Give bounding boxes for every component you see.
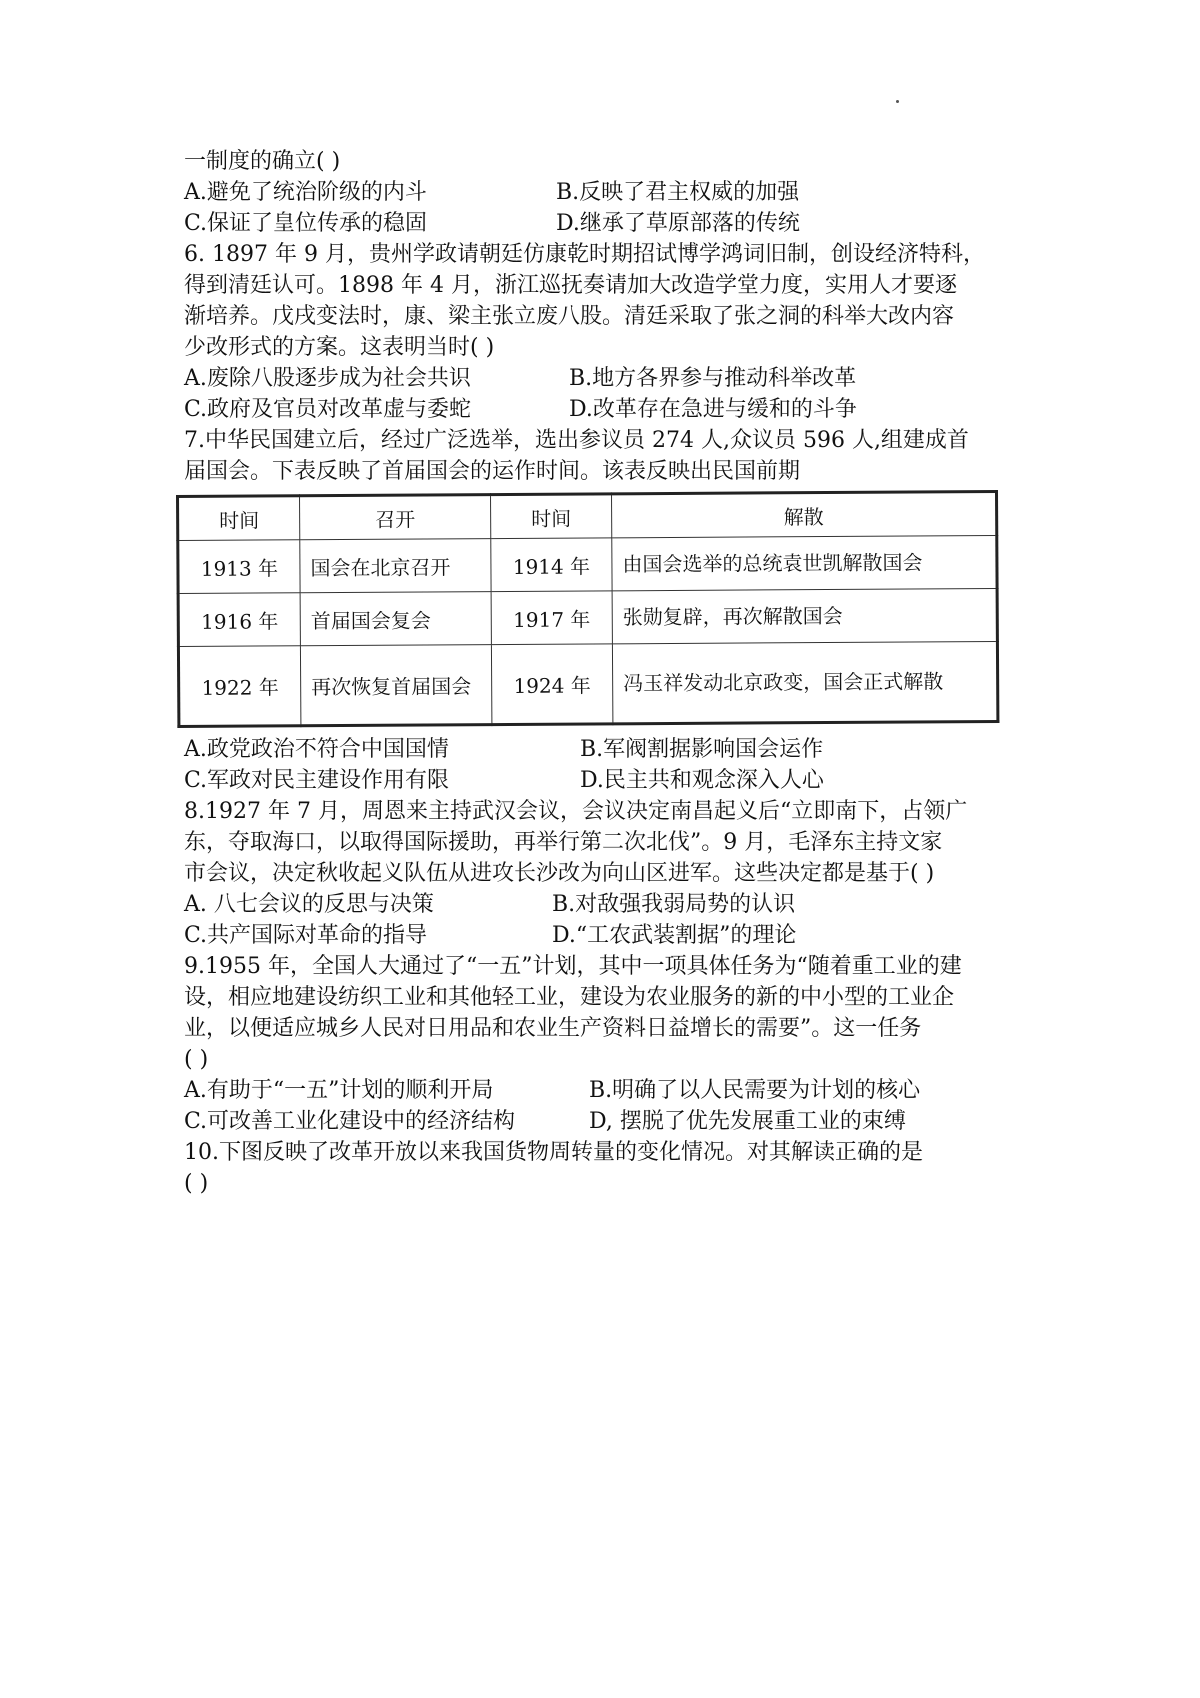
option-b[interactable]: B.对敌强我弱局势的认识 [552,892,796,917]
parliament-table [176,490,999,728]
table-row [178,641,997,726]
option-d[interactable]: D.改革存在急进与缓和的斗争 [569,397,857,422]
question-7-options-row-2 [184,765,1034,796]
option-c[interactable]: C.可改善工业化建设中的经济结构 [184,1109,516,1134]
question-8-stem-line: 东，夺取海口，以取得国际援助，再举行第二次北伐”。9 月，毛泽东主持文家 [184,830,943,855]
question-10-stem-line: ( ) [184,1171,209,1196]
question-6-options-row-2 [184,394,1034,425]
table-header-cell: 解散 [612,491,997,537]
question-8-stem-line: 8.1927 年 7 月，周恩来主持武汉会议，会议决定南昌起义后“立即南下，占领广 [184,799,968,824]
question-6-stem-line: 得到清廷认可。1898 年 4 月，浙江巡抚奏请加大改造学堂力度，实用人才要逐 [184,273,957,298]
table-header-row [178,491,997,540]
question-9-stem-line: 9.1955 年，全国人大通过了“一五”计划，其中一项具体任务为“随着重工业的建 [184,954,962,979]
option-c[interactable]: C.政府及官员对改革虚与委蛇 [184,397,472,422]
option-c[interactable]: C.军政对民主建设作用有限 [184,768,450,793]
question-7 [184,425,1034,796]
option-b[interactable]: B.明确了以人民需要为计划的核心 [589,1078,921,1103]
table-cell-year: 1916 年 [178,593,300,647]
option-a[interactable]: A.避免了统治阶级的内斗 [184,180,427,205]
option-d[interactable]: D, 摆脱了优先发展重工业的束缚 [589,1109,906,1134]
table-row [178,588,997,646]
question-5 [184,146,1034,239]
option-d[interactable]: D.“工农武装割据”的理论 [552,923,797,948]
option-b[interactable]: B.反映了君主权威的加强 [556,180,800,205]
table-cell-dissolve: 由国会选举的总统袁世凯解散国会 [612,535,997,590]
question-5-options-row-1 [184,177,1034,208]
question-10 [184,1137,1034,1199]
question-9-stem-line: ( ) [184,1047,209,1072]
option-b[interactable]: B.地方各界参与推动科举改革 [569,366,857,391]
question-10-stem-line: 10.下图反映了改革开放以来我国货物周转量的变化情况。对其解读正确的是 [184,1140,923,1165]
scan-speck [896,100,899,103]
question-8 [184,796,1034,951]
option-a[interactable]: A.废除八股逐步成为社会共识 [184,366,471,391]
option-a[interactable]: A.政党政治不符合中国国情 [184,737,449,762]
option-d[interactable]: D.继承了草原部落的传统 [556,211,800,236]
table-cell-year: 1922 年 [178,646,300,727]
option-c[interactable]: C.保证了皇位传承的稳固 [184,211,428,236]
table-cell-convene: 再次恢复首届国会 [300,645,491,726]
table-cell-convene: 首届国会复会 [300,592,491,646]
table-header-cell: 时间 [178,496,300,541]
table-cell-year: 1917 年 [491,591,612,645]
question-8-options-row-2 [184,920,1034,951]
question-7-stem-line: 7.中华民国建立后，经过广泛选举，选出参议员 274 人,众议员 596 人,组建成首 [184,428,969,453]
option-d[interactable]: D.民主共和观念深入人心 [580,768,824,793]
question-8-options-row-1 [184,889,1034,920]
table-cell-convene: 国会在北京召开 [300,539,491,593]
table-cell-year: 1924 年 [491,644,612,725]
question-9-stem-line: 业，以便适应城乡人民对日用品和农业生产资料日益增长的需要”。这一任务 [184,1016,922,1041]
question-6-options-row-1 [184,363,1034,394]
table-cell-year: 1914 年 [491,538,612,592]
table-cell-year: 1913 年 [178,540,300,594]
parliament-table-wrapper [176,490,999,728]
question-6 [184,239,1034,425]
question-9-options-row-2 [184,1106,1034,1137]
option-c[interactable]: C.共产国际对革命的指导 [184,923,428,948]
question-6-stem-line: 渐培养。戊戌变法时，康、梁主张立废八股。清廷采取了张之洞的科举大改内容 [184,304,955,329]
table-row [178,535,997,593]
question-7-options-row-1 [184,734,1034,765]
question-9-options-row-1 [184,1075,1034,1106]
exam-page [184,146,1034,1199]
option-b[interactable]: B.军阀割据影响国会运作 [580,737,824,762]
question-8-stem-line: 市会议，决定秋收起义队伍从进攻长沙改为向山区进军。这些决定都是基于( ) [184,861,935,886]
table-cell-dissolve: 张勋复辟，再次解散国会 [612,588,997,643]
table-header-cell: 时间 [491,494,612,539]
question-7-stem-line: 届国会。下表反映了首届国会的运作时间。该表反映出民国前期 [184,459,801,484]
question-6-stem-line: 6. 1897 年 9 月，贵州学政请朝廷仿康乾时期招试博学鸿词旧制，创设经济特科， [184,242,985,267]
option-a[interactable]: A.有助于“一五”计划的顺利开局 [184,1078,494,1103]
question-5-options-row-2 [184,208,1034,239]
table-header-cell: 召开 [300,495,491,540]
table-cell-dissolve: 冯玉祥发动北京政变，国会正式解散 [612,641,997,723]
question-9 [184,951,1034,1137]
question-9-stem-line: 设，相应地建设纺织工业和其他轻工业，建设为农业服务的新的中小型的工业企 [184,985,955,1010]
question-5-stem: 一制度的确立( ) [184,149,341,174]
question-6-stem-line: 少改形式的方案。这表明当时( ) [184,335,495,360]
option-a[interactable]: A. 八七会议的反思与决策 [184,892,434,917]
